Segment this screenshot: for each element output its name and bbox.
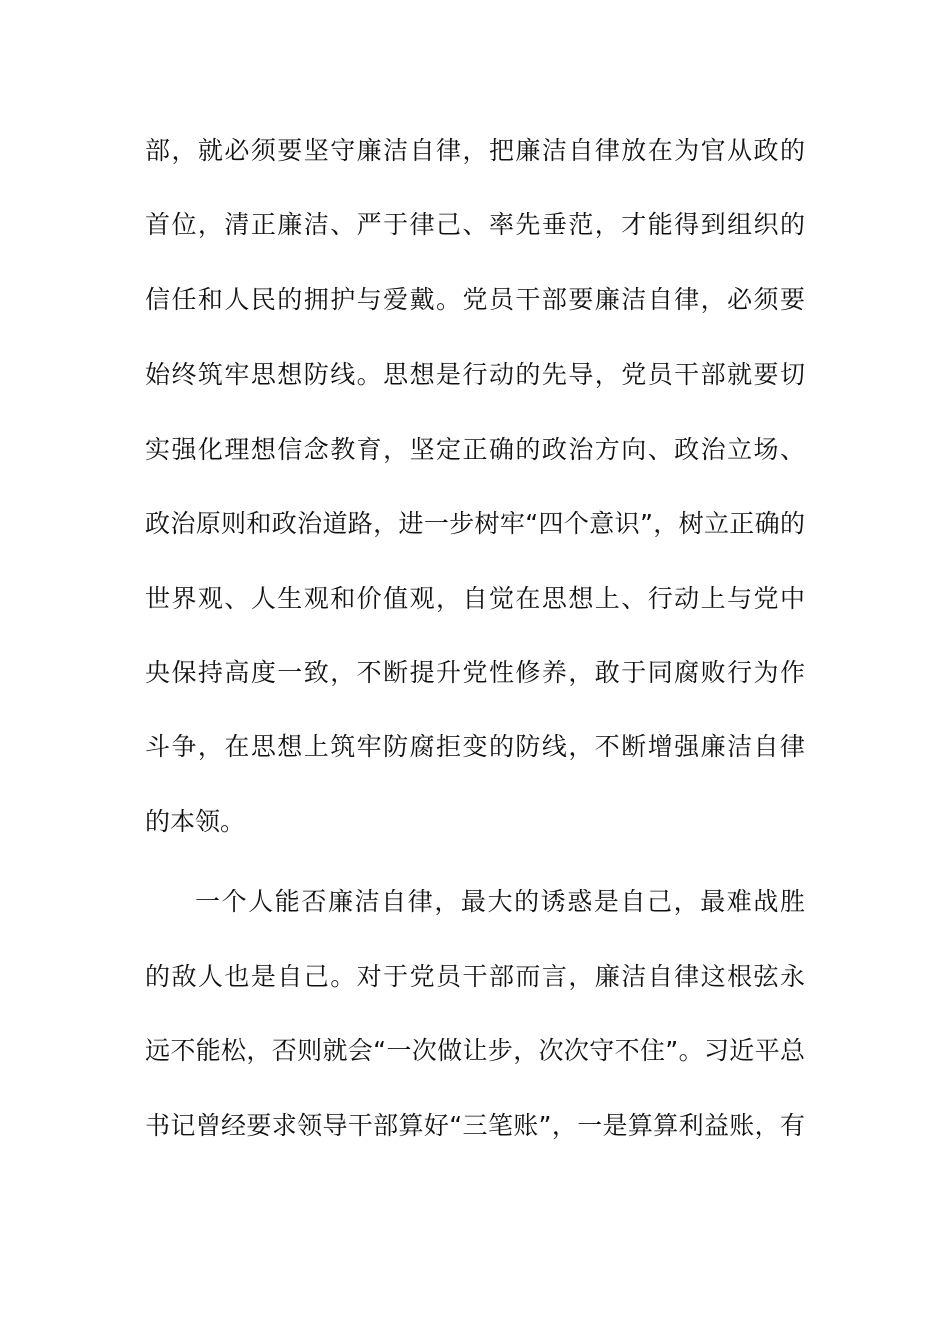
text-line: 世界观、人生观和价值观，自觉在思想上、行动上与党中 <box>145 584 805 613</box>
text-line: 央保持高度一致，不断提升党性修养，敢于同腐败行为作 <box>145 658 805 687</box>
text-line: 实强化理想信念教育，坚定正确的政治方向、政治立场、 <box>145 435 805 464</box>
text-line: 首位，清正廉洁、严于律己、率先垂范，才能得到组织的 <box>145 210 805 239</box>
text-line: 信任和人民的拥护与爱戴。党员干部要廉洁自律，必须要 <box>145 285 805 314</box>
paragraph-first-line: 一个人能否廉洁自律，最大的诱惑是自己，最难战胜 <box>195 887 805 916</box>
text-line: 书记曾经要求领导干部算好“三笔账”，一是算算利益账，有 <box>145 1111 805 1140</box>
text-line: 远不能松，否则就会“一次做让步，次次守不住”。习近平总 <box>145 1036 805 1065</box>
text-line: 政治原则和政治道路，进一步树牢“四个意识”，树立正确的 <box>145 509 805 538</box>
text-line: 始终筑牢思想防线。思想是行动的先导，党员干部就要切 <box>145 360 805 389</box>
paragraph-last-line: 的本领。 <box>145 807 246 836</box>
text-line: 部，就必须要坚守廉洁自律，把廉洁自律放在为官从政的 <box>145 136 805 165</box>
text-line: 的敌人也是自己。对于党员干部而言，廉洁自律这根弦永 <box>145 962 805 991</box>
text-line: 斗争，在思想上筑牢防腐拒变的防线，不断增强廉洁自律 <box>145 732 805 761</box>
